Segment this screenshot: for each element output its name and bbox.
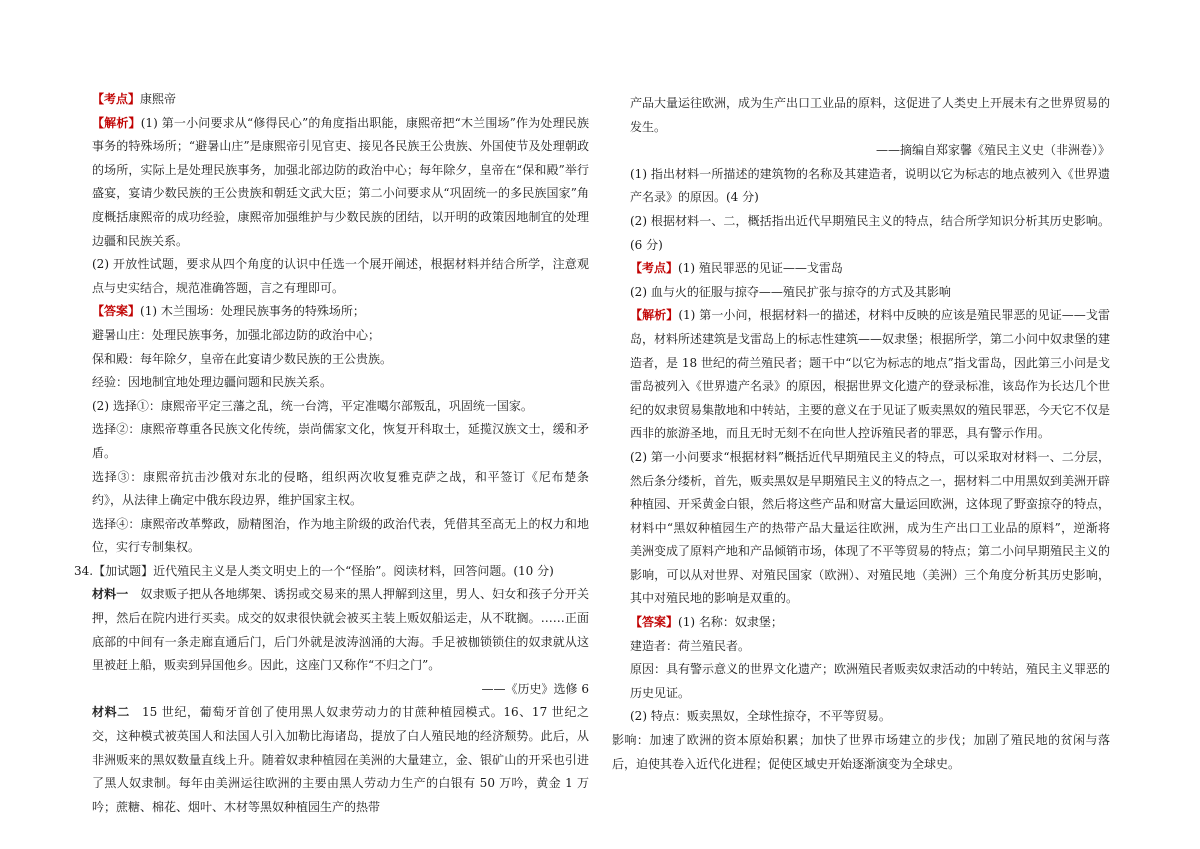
kaodian-text: 康熙帝: [140, 92, 177, 106]
jiexi-paragraph-2: (2) 开放性试题，要求从四个角度的认识中任选一个展开阐述，根据材料并结合所学，注意观点与史实结合，规范准确答题，言之有理即可。: [92, 257, 589, 295]
daan-line-4: (2) 特点：贩卖黑奴，全球性掠夺，不平等贸易。: [630, 709, 891, 724]
daan-line-2: 建造者：荷兰殖民者。: [630, 638, 751, 653]
jiexi-paragraph-1: [92, 112, 589, 254]
daan-tag: 【答案】: [92, 304, 141, 319]
kaodian-tag: 【考点】: [92, 92, 141, 106]
material-2-continued: 产品大量运往欧洲，成为生产出口工业品的原料，这促进了人类史上开展未有之世界贸易的发生。: [630, 96, 1111, 134]
jiexi-paragraph-2: (2) 第一小问要求“根据材料”概括近代早期殖民主义的特点，可以采取对材料一、二分层，然后条分缕析，首先，贩卖黑奴是早期殖民主义的特点之一，据材料二中用黑奴到美洲开辟种植园、开采黄金白银，然后将这些产品和财富大量运回欧洲，这体现了野蛮掠夺的特点，材料中“黑奴种植园生产的热带产品大量运往欧洲，成为生产出口工业品的原料”，逆渐将美洲变成了原料产地和产品倾销市场，体现了不平等贸易的特点；第二小问早期殖民主义的影响，可以从对世界、对殖民国家（欧洲）、对殖民地（美洲）三个角度分析其历史影响，其中对殖民地的影响是双重的。: [630, 449, 1111, 606]
daan-tag: 【答案】: [630, 615, 679, 630]
kaodian-text-1: (1) 殖民罪恶的见证——戈雷岛: [678, 261, 843, 276]
daan-line-6: 选择②：康熙帝尊重各民族文化传统，崇尚儒家文化，恢复开科取士，延揽汉族文士，缓和矛盾。: [92, 422, 589, 460]
kaodian-line-2: (2) 血与火的征服与掠夺——殖民扩张与掠夺的方式及其影响: [630, 284, 951, 299]
material-2-source: ——摘编自郑家馨《殖民主义史（非洲卷）》: [875, 143, 1110, 158]
left-column: [74, 88, 589, 819]
right-column: [612, 92, 1111, 776]
jiexi-paragraph-1: [630, 304, 1110, 446]
question-34: 34.【加试题】近代殖民主义是人类文明史上的一个“怪胎”。阅读材料，回答问题。(10 分): [74, 563, 554, 578]
daan-line-3: 保和殿：每年除夕，皇帝在此宴请少数民族的王公贵族。: [92, 351, 393, 366]
daan-line-7: 选择③：康熙帝抗击沙俄对东北的侵略，组织两次收复雅克萨之战，和平签订《尼布楚条约》，从法律上确定中俄东段边界，维护国家主权。: [92, 469, 589, 508]
kaodian-line-1: [630, 257, 1110, 281]
daan-line-5: (2) 选择①：康熙帝平定三藩之乱，统一台湾，平定准噶尔部叛乱，巩固统一国家。: [92, 398, 533, 413]
daan-line-4: 经验：因地制宜地处理边疆问题和民族关系。: [92, 375, 333, 390]
kaodian-tag: 【考点】: [630, 261, 679, 276]
jiexi-text-1: (1) 第一小问要求从“修得民心”的角度指出职能，康熙帝把“木兰围场”作为处理民族事务的特殊场所；“避暑山庄”是康熙帝引见官吏、接见各民族王公贵族、外国使节及处理朝政的场所，实际上是处理民族事务，加强北部边防的政治中心；每年除夕，皇帝在“保和殿”举行盛宴，宴请少数民族的王公贵族和朝廷文武大臣；第二小问要求从“巩固统一的多民族国家”角度概括康熙帝的成功经验，康熙帝加强维护与少数民族的团结，以开明的政策因地制宜的处理边疆和民族关系。: [92, 115, 589, 248]
question-1: (1) 指出材料一所描述的建筑物的名称及其建造者，说明以它为标志的地点被列入《世界遗产名录》的原因。(4 分): [630, 166, 1110, 205]
material-1-text: 奴隶贩子把从各地绑架、诱拐或交易来的黑人押解到这里，男人、妇女和孩子分开关押，然后在院内进行买卖。成交的奴隶很快就会被买主装上贩奴船运走，从不耽搁。……正面底部的中间有一条走廊直通后门，后门外就是波涛汹涌的大海。手足被枷锁锁住的奴隶就从这里被赶上船，贩卖到异国他乡。因此，这座门又称作“不归之门”。: [92, 587, 589, 673]
daan-text-1: (1) 名称：奴隶堡；: [678, 615, 783, 630]
jiexi-tag: 【解析】: [630, 308, 679, 323]
kaodian-line: [92, 88, 589, 112]
material-1-source: ——《历史》选修 6: [481, 681, 589, 696]
daan-line-5: 影响：加速了欧洲的资本原始积累；加快了世界市场建立的步伐；加剧了殖民地的贫闲与落后，迫使其卷入近代化进程；促使区域史开始逐渐演变为全球史。: [612, 733, 1110, 771]
material-2-text: 15 世纪，葡萄牙首创了使用黑人奴隶劳动力的甘蔗种植园模式。16、17 世纪之交，这种模式被英国人和法国人引入加勒比海诸岛，提放了白人殖民地的经济颓势。此后，从非洲贩来的黑奴数量直线上升。随着奴隶种植园在美洲的大量建立，金、银矿山的开采也引进了黑人奴隶制。每年由美洲运往欧洲的主要由黑人劳动力生产的白银有 50 万吟，黄金 1 万吟；蔗糖、棉花、烟叶、木材等黑奴种植园生产的热带: [92, 705, 589, 814]
material-1-label: 材料一: [92, 587, 129, 602]
daan-line-1: [92, 300, 589, 324]
question-2: (2) 根据材料一、二，概括指出近代早期殖民主义的特点，结合所学知识分析其历史影响。(6 分): [630, 213, 1110, 252]
jiexi-text-1: (1) 第一小问，根据材料一的描述，材料中反映的应该是殖民罪恶的见证——戈雷岛，材料所述建筑是戈雷岛上的标志性建筑——奴隶堡；根据所学，第二小问中奴隶堡的建造者，是 18 世纪的荷兰殖民者；题干中“以它为标志的地点”指戈雷岛，因此第三小问是戈雷岛被列入《世界遗产名录》的原因，根据世界文化遗产的登录标准，该岛作为长达几个世纪的奴隶贸易集散地和中转站，主要的意义在于见证了贩卖黑奴的殖民罪恶，今天它不仅是西非的旅游圣地，而且无时无刻不在向世人控诉殖民者的罪恶，具有警示作用。: [630, 308, 1111, 441]
jiexi-tag: 【解析】: [92, 115, 141, 130]
material-2-label: 材料二: [92, 705, 130, 720]
daan-line-2: 避暑山庄：处理民族事务，加强北部边防的政治中心；: [92, 327, 381, 342]
material-1: [92, 583, 589, 677]
material-2: [92, 701, 589, 819]
daan-text-1: (1) 木兰围场：处理民族事务的特殊场所；: [140, 304, 365, 319]
daan-line-1: [630, 611, 1110, 635]
daan-line-8: 选择④：康熙帝改革弊政，励精图治，作为地主阶级的政治代表，凭借其至高无上的权力和地位，实行专制集权。: [92, 516, 589, 555]
daan-line-3: 原因：具有警示意义的世界文化遗产；欧洲殖民者贩卖奴隶活动的中转站，殖民主义罪恶的历史见证。: [630, 662, 1111, 700]
